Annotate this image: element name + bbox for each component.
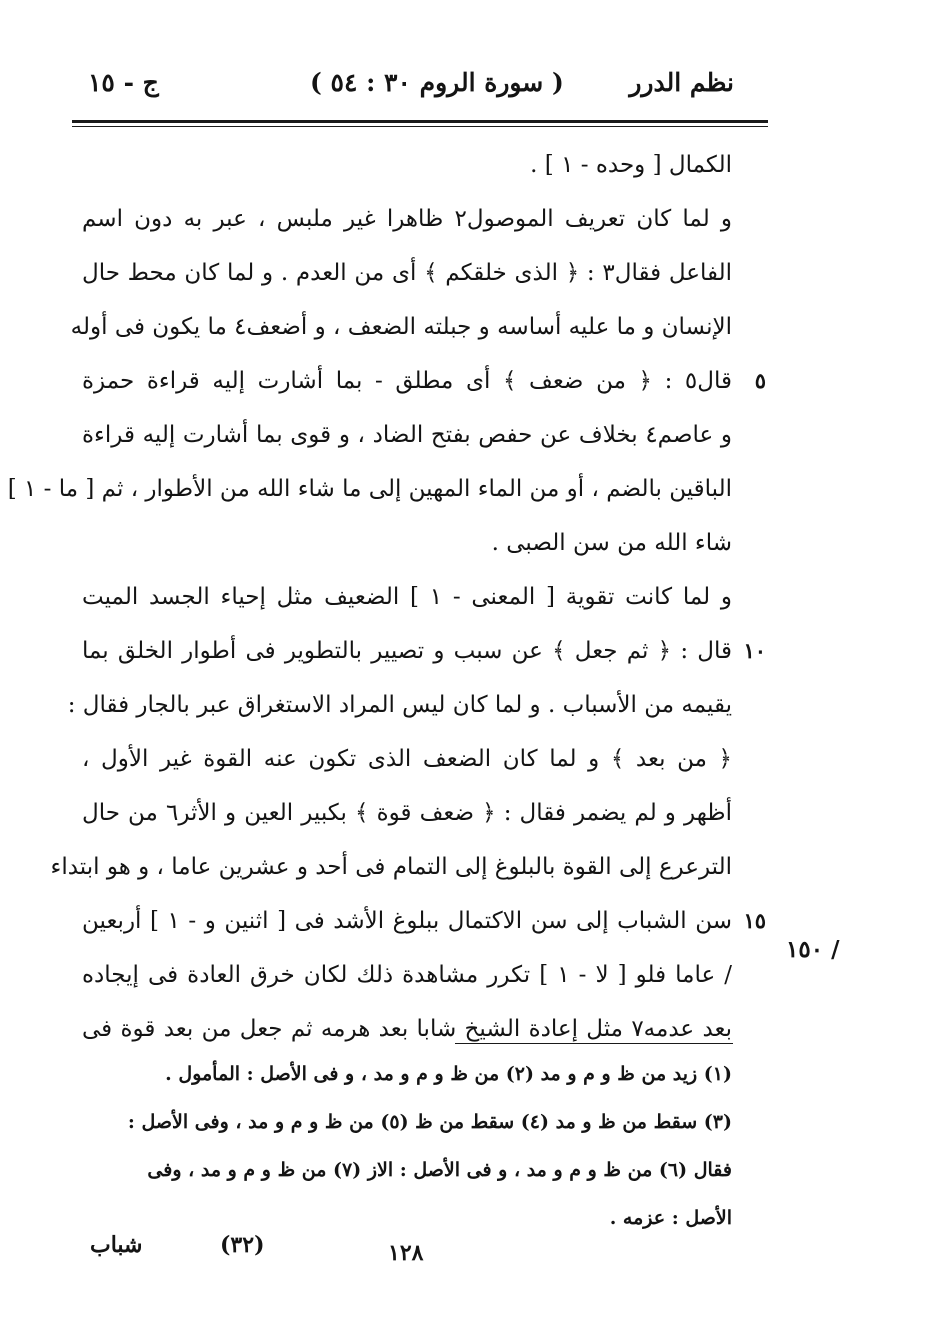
line-number: ٥ [754, 368, 766, 393]
main-text [7, 138, 766, 1056]
text-line-content: و لما كان تعريف الموصول٢ ظاهرا غير ملبس ، عبر به دون اسم [82, 206, 732, 232]
text-line [82, 1002, 732, 1056]
footnotes [70, 1050, 732, 1242]
fascicle-signature: شباب [90, 1232, 143, 1258]
text-line [50, 840, 732, 894]
text-line [67, 678, 732, 732]
text-line [82, 948, 732, 1002]
text-line [82, 516, 732, 570]
footnote-line: (٣) سقط من ظ و مد (٤) سقط من ظ (٥) من ظ و م و مد ، وفى الأصل : [127, 1111, 732, 1133]
text-line [70, 300, 732, 354]
line-number: ١٥ [743, 908, 766, 933]
surah-reference: ( سورة الروم ٣٠ : ٥٤ ) [310, 68, 564, 97]
text-line [82, 894, 766, 948]
footnote-line: الأصل : عزمه . [609, 1207, 732, 1229]
text-line-content: الفاعل فقال٣ : ﴿ الذى خلقكم ﴾ أى من العدم . و لما كان محط حال [82, 260, 733, 286]
text-line-content: أظهر و لم يضمر فقال : ﴿ ضعف قوة ﴾ بكبير العين و الأثر٦ من حال [82, 800, 732, 826]
text-line-content: الترعرع إلى القوة بالبلوغ إلى التمام فى أحد و عشرين عاما ، و هو ابتداء [50, 854, 732, 880]
text-line [82, 354, 766, 408]
text-line [82, 138, 732, 192]
page-footer [90, 1232, 650, 1272]
footnote-rule [455, 1043, 733, 1044]
page-header [80, 68, 734, 108]
text-line [82, 570, 732, 624]
text-line-content: الباقين بالضم ، أو من الماء المهين إلى ما شاء الله من الأطوار ، ثم [ ما - ١ ] [7, 476, 732, 502]
line-number: ١٠ [743, 638, 766, 663]
text-line [82, 246, 732, 300]
text-line-content: يقيمه من الأسباب . و لما كان ليس المراد الاستغراق عبر بالجار فقال : [67, 692, 732, 718]
page-number: ١٢٨ [388, 1240, 424, 1266]
book-title: نظم الدرر [629, 68, 734, 97]
footnote-line: فقال (٦) من ظ و م و مد ، و فى الأصل : الاز (٧) من ظ و م و مد ، وفى [147, 1159, 732, 1181]
text-line-content: قال : ﴿ ثم جعل ﴾ عن سبب و تصيير بالتطوير فى أطوار الخلق بما [82, 638, 732, 664]
text-line [82, 192, 732, 246]
text-line-content: و لما كانت تقوية [ المعنى - ١ ] الضعيف مثل إحياء الجسد الميت [82, 584, 732, 610]
text-line-content: ﴿ من بعد ﴾ و لما كان الضعف الذى تكون عنه القوة غير الأول ، [82, 746, 732, 772]
fascicle-number: (٣٢) [220, 1232, 265, 1258]
text-line [82, 786, 732, 840]
text-line-content: بعد عدمه٧ مثل إعادة الشيخ شابا بعد هرمه ثم جعل من بعد قوة فى [82, 1016, 733, 1042]
header-rule-thin [72, 126, 768, 127]
text-line-content: الإنسان و ما عليه أساسه و جبلته الضعف ، و أضعف٤ ما يكون فى أوله [70, 314, 732, 340]
volume-number: ج - ١٥ [88, 68, 159, 97]
text-line-content: شاء الله من سن الصبى . [491, 530, 732, 556]
footnote-line: (١) زيد من ظ و م و مد (٢) من ظ و م و مد ، و فى الأصل : المأمول . [165, 1063, 732, 1085]
text-line-content: قال٥ : ﴿ من ضعف ﴾ أى مطلق - بما أشارت إليه قراءة حمزة [82, 368, 732, 394]
header-rule [72, 120, 768, 123]
text-line-content: و عاصم٤ بخلاف عن حفص بفتح الضاد ، و قوى بما أشارت إليه قراءة [82, 422, 732, 448]
text-line-content: سن الشباب إلى سن الاكتمال ببلوغ الأشد فى [ اثنين و - ١ ] أربعين [82, 908, 732, 934]
text-line [82, 624, 766, 678]
text-line [82, 732, 732, 786]
margin-page-reference: / ١٥٠ [786, 936, 840, 963]
text-line [7, 462, 732, 516]
text-line-content: الكمال [ وحده - ١ ] . [530, 152, 732, 178]
text-line-content: / عاما فلو [ لا - ١ ] تكرر مشاهدة ذلك لكان خرق العادة فى إيجاده [82, 962, 732, 988]
text-line [82, 408, 732, 462]
